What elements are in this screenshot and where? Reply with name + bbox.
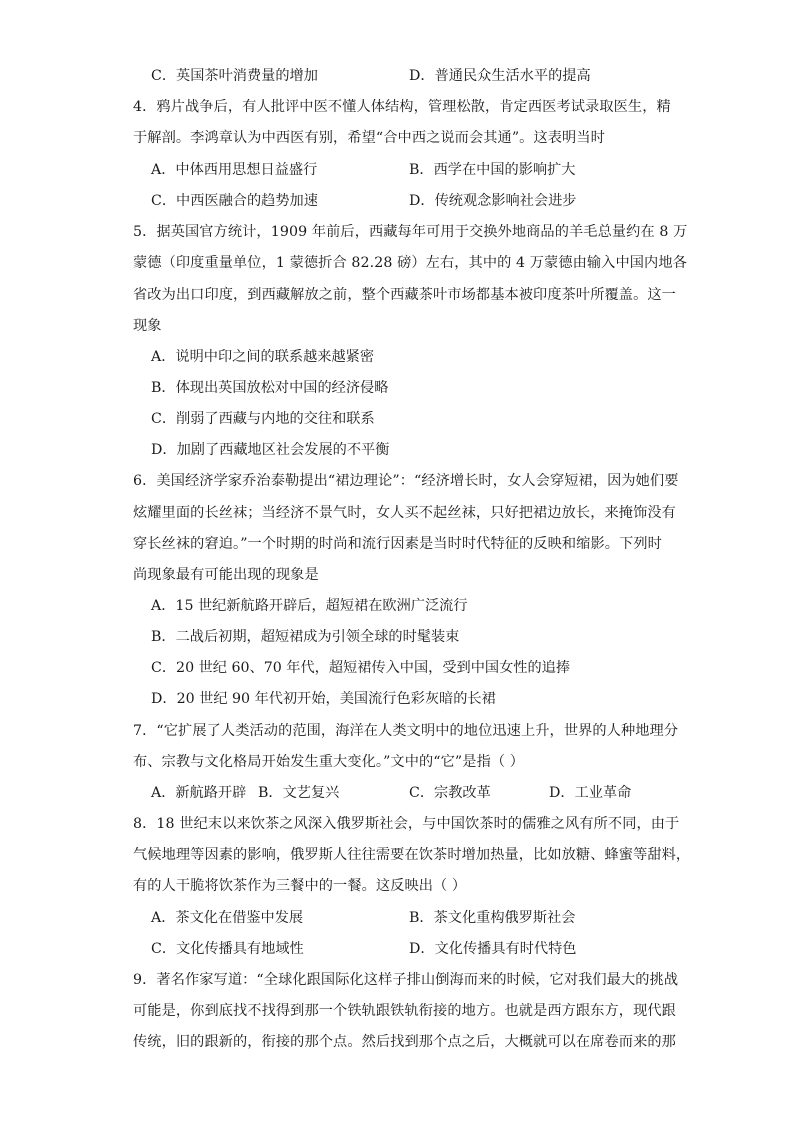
q7-stem-line-1: 7．“它扩展了人类活动的范围，海洋在人类文明中的地位迅速上升，世界的人种地理分	[133, 723, 679, 739]
q3-option-c: C．英国茶叶消费量的增加	[151, 68, 318, 84]
q6-stem-line-1: 6．美国经济学家乔治泰勒提出“裙边理论”：“经济增长时，女人会穿短裙，因为她们要	[133, 473, 679, 489]
q6-stem-line-3: 穿长丝袜的窘迫。”一个时期的时尚和流行因素是当时时代特征的反映和缩影。下列时	[133, 536, 662, 552]
q4-option-c: C．中西医融合的趋势加速	[151, 193, 318, 209]
q6-option-c: C．20 世纪 60、70 年代，超短裙传入中国，受到中国女性的追捧	[151, 660, 571, 676]
q5-option-b: B．体现出英国放松对中国的经济侵略	[151, 380, 389, 396]
q4-stem-line-1: 4．鸦片战争后，有人批评中医不懂人体结构，管理松散，肯定西医考试录取医生，精	[133, 99, 671, 115]
q4-option-b: B．西学在中国的影响扩大	[409, 162, 576, 178]
q8-stem-line-1: 8．18 世纪末以来饮茶之风深入俄罗斯社会，与中国饮茶时的儒雅之风有所不同，由于	[133, 816, 680, 832]
q8-stem-line-2: 气候地理等因素的影响，俄罗斯人往往需要在饮茶时增加热量，比如放糖、蜂蜜等甜料，	[133, 847, 691, 863]
q7-option-b: B．文艺复兴	[258, 785, 340, 801]
q6-option-b: B．二战后初期，超短裙成为引领全球的时髦装束	[151, 629, 460, 645]
q5-option-a: A．说明中印之间的联系越来越紧密	[151, 349, 375, 365]
q6-stem-line-4: 尚现象最有可能出现的现象是	[133, 567, 319, 583]
q7-option-d: D．工业革命	[549, 785, 632, 801]
q9-stem-line-2: 可能是，你到底找不找得到那一个铁轨跟铁轨衔接的地方。也就是西方跟东方，现代跟	[133, 1003, 676, 1019]
q5-stem-line-1: 5．据英国官方统计，1909 年前后，西藏每年可用于交换外地商品的羊毛总量约在 8 万	[133, 224, 688, 240]
q3-option-d: D．普通民众生活水平的提高	[409, 68, 591, 84]
q7-option-a: A．新航路开辟	[151, 785, 247, 801]
q7-stem-line-2: 布、宗教与文化格局开始发生重大变化。”文中的“它”是指（ ）	[133, 754, 525, 770]
q6-option-a: A．15 世纪新航路开辟后，超短裙在欧洲广泛流行	[151, 598, 468, 614]
q5-stem-line-2: 蒙德（印度重量单位，1 蒙德折合 82.28 磅）左右，其中的 4 万蒙德由输入中国内地各	[133, 255, 687, 271]
q8-stem-line-3: 有的人干脆将饮茶作为三餐中的一餐。这反映出（ ）	[133, 878, 467, 894]
q6-option-d: D．20 世纪 90 年代初开始，美国流行色彩灰暗的长裙	[151, 691, 496, 707]
q4-stem-line-2: 于解剖。李鸿章认为中西医有别，希望“合中西之说而会其通”。这表明当时	[133, 130, 605, 146]
q4-option-a: A．中体西用思想日益盛行	[151, 162, 318, 178]
q6-stem-line-2: 炫耀里面的长丝袜；当经济不景气时，女人买不起丝袜，只好把裙边放长，来掩饰没有	[133, 505, 676, 521]
q8-option-a: A．茶文化在借鉴中发展	[151, 910, 304, 926]
q5-option-c: C．削弱了西藏与内地的交往和联系	[151, 411, 375, 427]
q4-option-d: D．传统观念影响社会进步	[409, 193, 577, 209]
q8-option-c: C．文化传播具有地域性	[151, 941, 304, 957]
q8-option-b: B．茶文化重构俄罗斯社会	[409, 910, 576, 926]
q5-option-d: D．加剧了西藏地区社会发展的不平衡	[151, 442, 390, 458]
q9-stem-line-1: 9．著名作家写道：“全球化跟国际化这样子排山倒海而来的时候，它对我们最大的挑战	[133, 972, 679, 988]
q5-stem-line-4: 现象	[133, 318, 162, 334]
q9-stem-line-3: 传统，旧的跟新的，衔接的那个点。然后找到那个点之后，大概就可以在席卷而来的那	[133, 1034, 676, 1050]
q5-stem-line-3: 省改为出口印度，到西藏解放之前，整个西藏茶叶市场都基本被印度茶叶所覆盖。这一	[133, 287, 676, 303]
q8-option-d: D．文化传播具有时代特色	[409, 941, 577, 957]
q7-option-c: C．宗教改革	[409, 785, 491, 801]
